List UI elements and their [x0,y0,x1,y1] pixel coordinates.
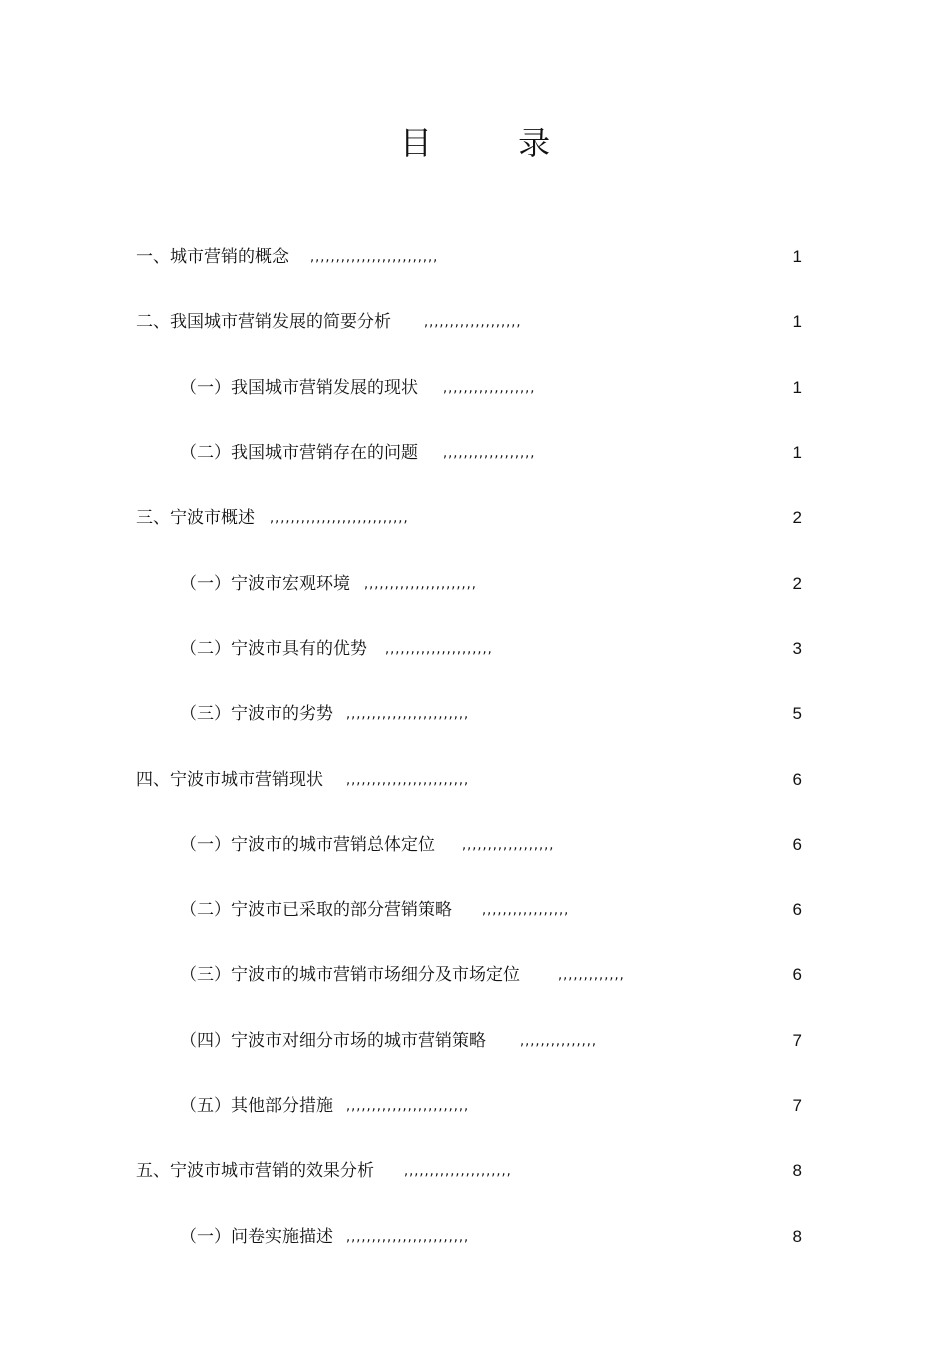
toc-leader-dots: ,,,,,,,,,,,,,,,,,, [443,446,536,461]
toc-page-number: 8 [792,1227,802,1246]
toc-page-number: 6 [792,965,802,984]
toc-page-number: 1 [792,443,802,462]
toc-entry-label: （三）宁波市的城市营销市场细分及市场定位 [180,965,520,985]
toc-entry-label: 三、宁波市概述 [136,508,255,528]
toc-page-number: 7 [792,1031,802,1050]
toc-page-number: 6 [792,770,802,789]
page-title: 目 录 [399,124,589,162]
toc-entry[interactable] [0,307,950,337]
toc-entry-label: 一、城市营销的概念 [136,247,289,267]
toc-entry[interactable] [0,1026,950,1056]
toc-entry-label: 五、宁波市城市营销的效果分析 [136,1161,374,1181]
toc-entry[interactable] [0,503,950,533]
toc-leader-dots: ,,,,,,,,,,,,,,,,,,,,,,,, [346,707,470,722]
toc-entry-label: （三）宁波市的劣势 [180,704,333,724]
toc-entry-label: （二）我国城市营销存在的问题 [180,443,418,463]
toc-leader-dots: ,,,,,,,,,,,,,,,,,, [462,838,555,853]
toc-entry-label: （一）问卷实施描述 [180,1227,333,1247]
toc-entry[interactable] [0,1156,950,1186]
toc-entry[interactable] [0,1222,950,1252]
toc-entry-label: 二、我国城市营销发展的简要分析 [136,312,391,332]
toc-entry-label: （五）其他部分措施 [180,1096,333,1116]
toc-entry-label: 四、宁波市城市营销现状 [136,770,323,790]
toc-page-number: 6 [792,835,802,854]
toc-entry[interactable] [0,438,950,468]
toc-leader-dots: ,,,,,,,,,,,,,,,,,,,,,,,, [346,1099,470,1114]
toc-leader-dots: ,,,,,,,,,,,,,,,,,,,,,,,,,,, [270,511,409,526]
toc-page-number: 1 [792,247,802,266]
toc-entry[interactable] [0,1091,950,1121]
toc-page-number: 2 [792,508,802,527]
toc-leader-dots: ,,,,,,,,,,,,,,,,,,,,,,,, [346,1230,470,1245]
toc-leader-dots: ,,,,,,,,,,,,,,,,,, [443,381,536,396]
toc-leader-dots: ,,,,,,,,,,,,,,,,, [482,903,570,918]
toc-entry-label: （二）宁波市已采取的部分营销策略 [180,900,452,920]
toc-page-number: 1 [792,378,802,397]
toc-leader-dots: ,,,,,,,,,,,,,,,,,,,,,,,, [346,773,470,788]
toc-entry-label: （二）宁波市具有的优势 [180,639,367,659]
toc-page-number: 1 [792,312,802,331]
toc-leader-dots: ,,,,,,,,,,,,,,,,,,, [424,315,522,330]
toc-page-number: 6 [792,900,802,919]
toc-page-number: 2 [792,574,802,593]
toc-entry[interactable] [0,895,950,925]
toc-entry[interactable] [0,569,950,599]
toc-entry-label: （一）宁波市的城市营销总体定位 [180,835,435,855]
toc-entry-label: （四）宁波市对细分市场的城市营销策略 [180,1031,486,1051]
toc-page-number: 3 [792,639,802,658]
toc-leader-dots: ,,,,,,,,,,,,,,,,,,,,,, [364,577,477,592]
toc-leader-dots: ,,,,,,,,,,,,, [558,968,625,983]
toc-page-number: 5 [792,704,802,723]
toc-entry[interactable] [0,830,950,860]
toc-entry[interactable] [0,699,950,729]
toc-entry-label: （一）我国城市营销发展的现状 [180,378,418,398]
toc-entry[interactable] [0,960,950,990]
toc-page-number: 8 [792,1161,802,1180]
toc-entry[interactable] [0,765,950,795]
toc-page-number: 7 [792,1096,802,1115]
toc-leader-dots: ,,,,,,,,,,,,,,, [520,1034,597,1049]
toc-entry[interactable] [0,634,950,664]
toc-leader-dots: ,,,,,,,,,,,,,,,,,,,,, [404,1164,512,1179]
toc-entry[interactable] [0,373,950,403]
toc-leader-dots: ,,,,,,,,,,,,,,,,,,,,, [385,642,493,657]
toc-entry[interactable] [0,242,950,272]
toc-leader-dots: ,,,,,,,,,,,,,,,,,,,,,,,,, [310,250,439,265]
toc-entry-label: （一）宁波市宏观环境 [180,574,350,594]
